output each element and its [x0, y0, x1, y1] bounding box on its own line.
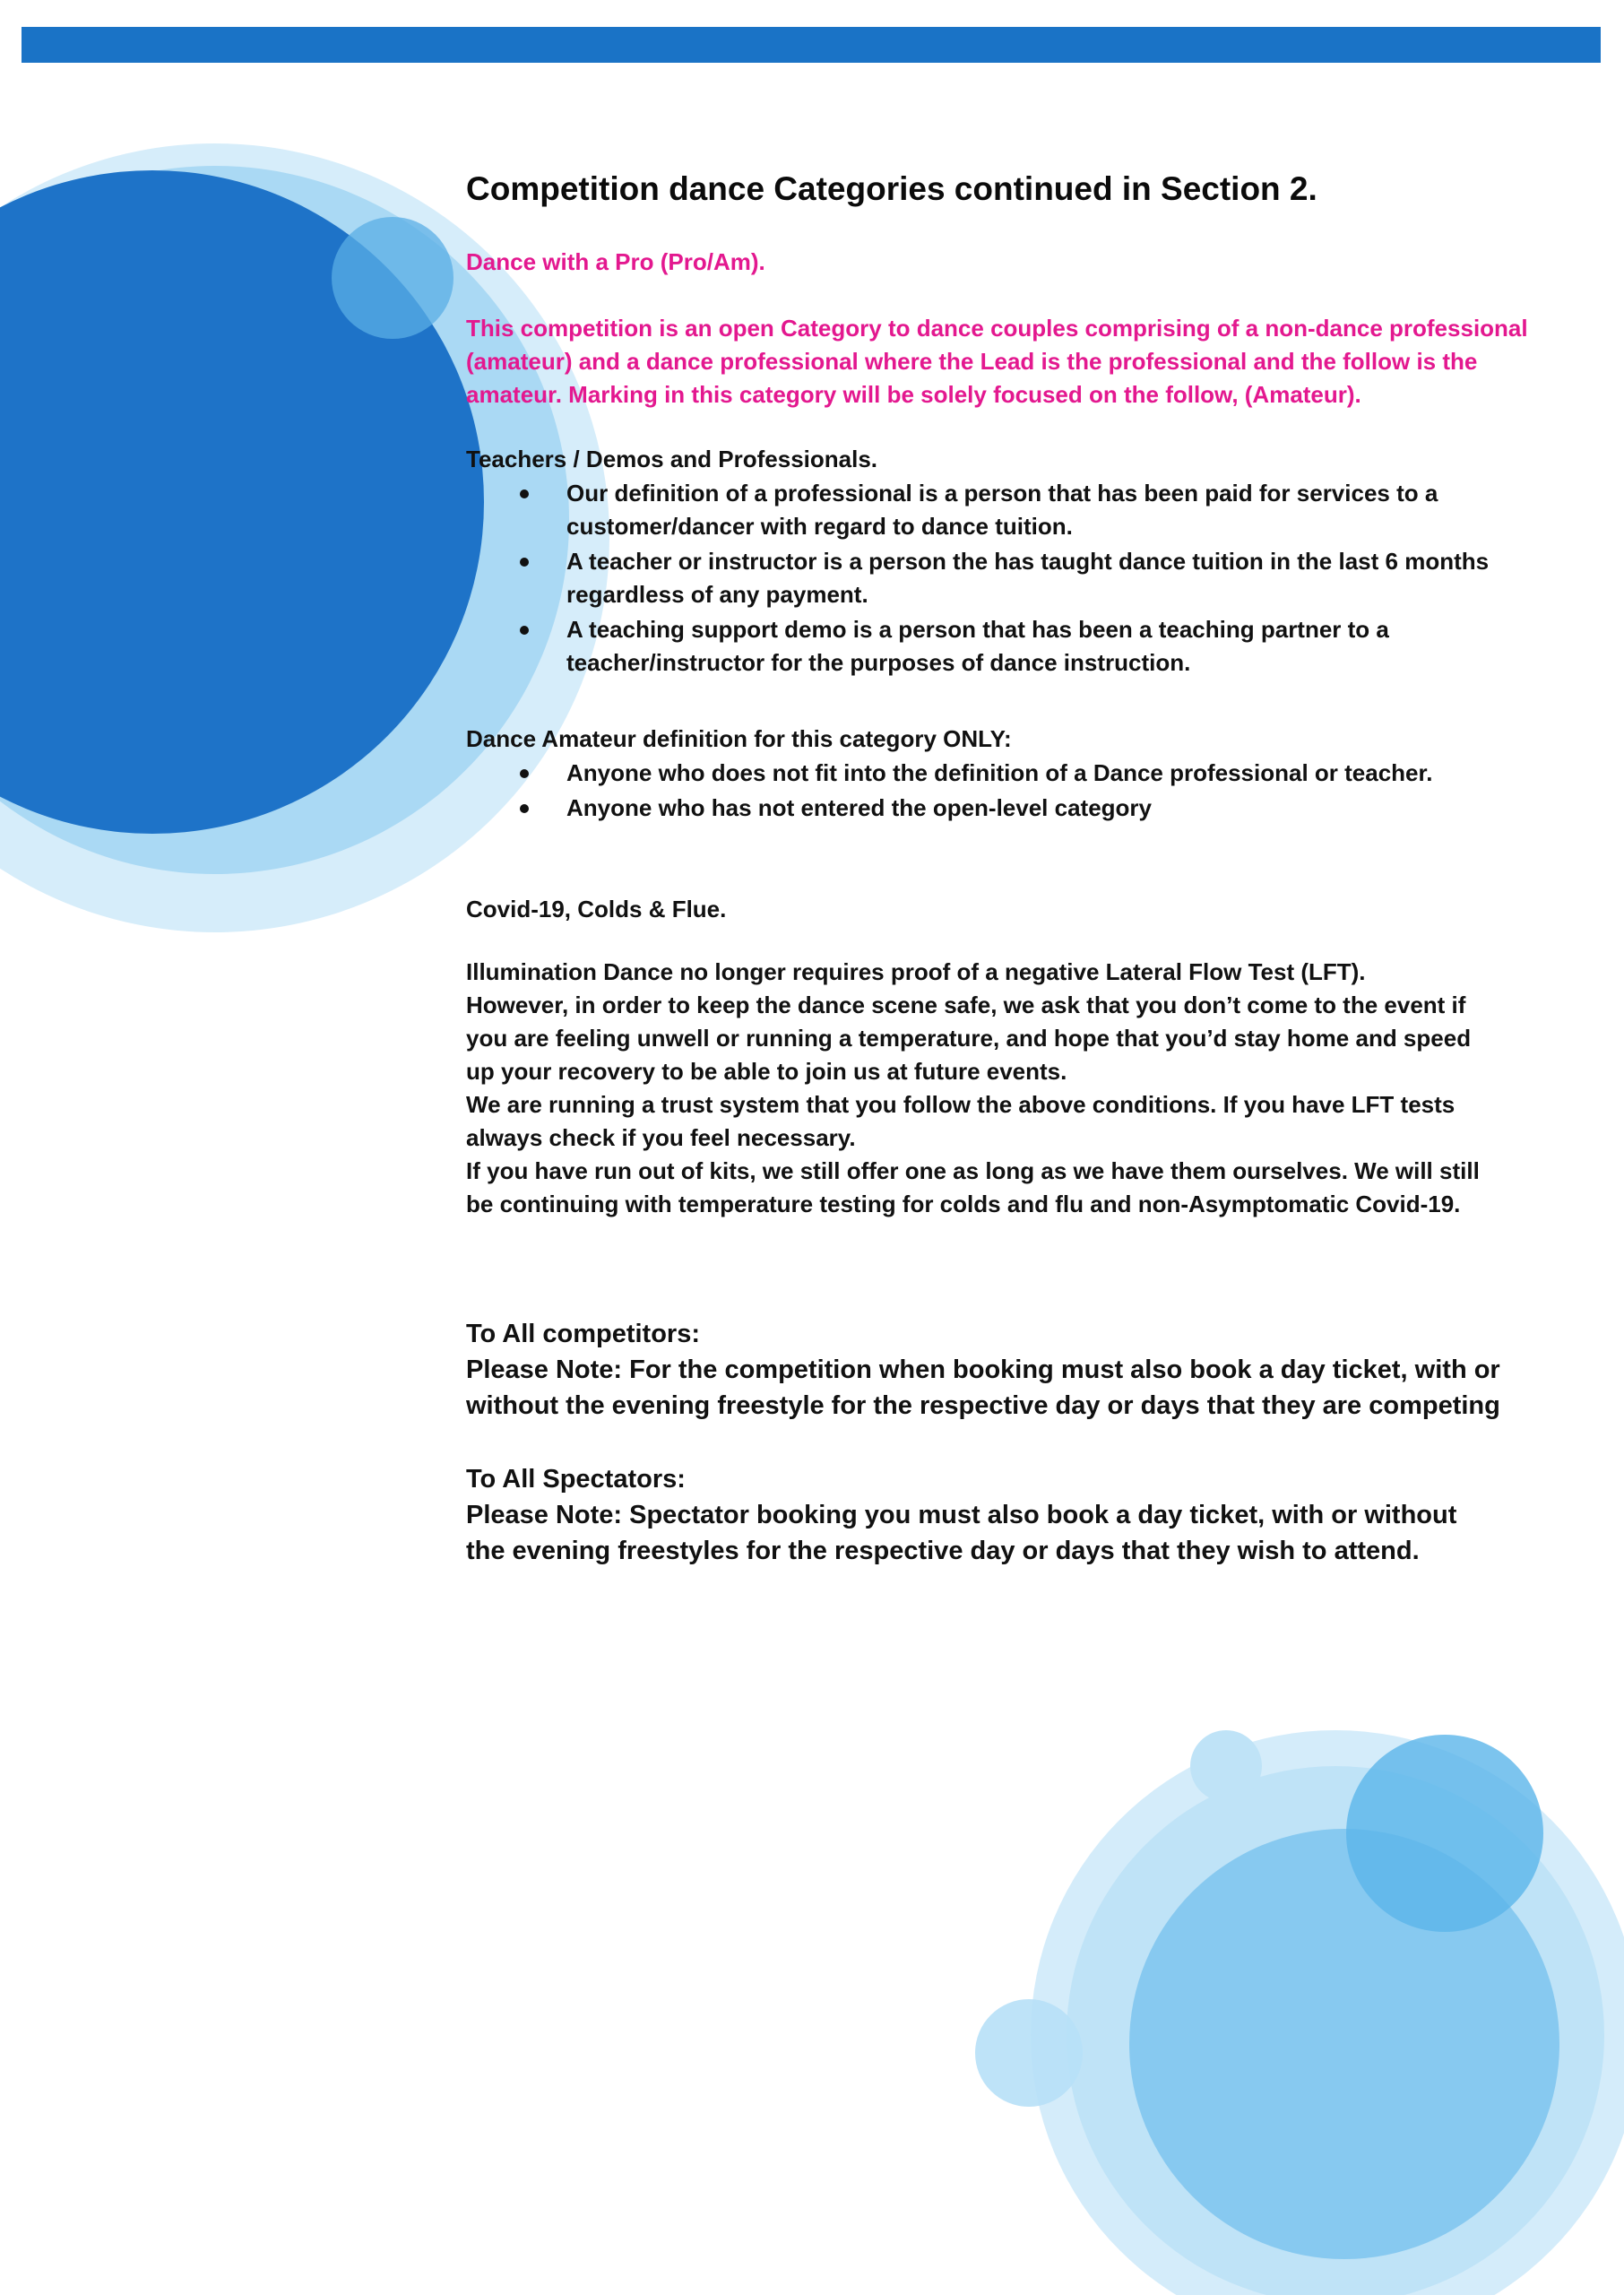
- spectators-heading: To All Spectators:: [466, 1465, 686, 1494]
- bullet-icon: [520, 626, 529, 635]
- covid-line: However, in order to keep the dance scene safe, we ask that you don’t come to the event if: [466, 992, 1466, 1018]
- covid-line: always check if you feel necessary.: [466, 1124, 856, 1151]
- page-title: Competition dance Categories continued in Section 2.: [466, 170, 1317, 207]
- bullet-icon: [520, 489, 529, 498]
- spectators-notice: [466, 1461, 1568, 1569]
- amateur-list: [466, 757, 1542, 827]
- spectators-line: Please Note: Spectator booking you must also book a day ticket, with or without: [466, 1501, 1457, 1529]
- spectators-line: the evening freestyles for the respective day or days that they wish to attend.: [466, 1537, 1420, 1565]
- decor-circle-top-bottomright: [1346, 1735, 1543, 1932]
- list-item: Our definition of a professional is a person that has been paid for services to a customer/dancer with regard to dance tuition.: [466, 477, 1542, 543]
- teachers-heading: Teachers / Demos and Professionals.: [466, 446, 878, 472]
- decor-circle-tiny-bottomright: [1190, 1730, 1262, 1802]
- list-item: A teacher or instructor is a person the has taught dance tuition in the last 6 months regardless of any payment.: [466, 545, 1542, 611]
- proam-heading: Dance with a Pro (Pro/Am).: [466, 248, 765, 275]
- proam-line: (amateur) and a dance professional where the Lead is the professional and the follow is the: [466, 348, 1478, 375]
- bullet-icon: [520, 558, 529, 567]
- covid-line: be continuing with temperature testing for colds and flu and non-Asymptomatic Covid-19.: [466, 1191, 1461, 1217]
- covid-line: We are running a trust system that you follow the above conditions. If you have LFT tests: [466, 1091, 1456, 1118]
- bullet-icon: [520, 769, 529, 778]
- competitors-notice: [466, 1316, 1568, 1424]
- list-item: A teaching support demo is a person that has been a teaching partner to a teacher/instructor for the purposes of dance instruction.: [466, 613, 1542, 680]
- competitors-line: without the evening freestyle for the respective day or days that they are competing: [466, 1391, 1500, 1420]
- covid-line: Illumination Dance no longer requires proof of a negative Lateral Flow Test (LFT).: [466, 958, 1366, 985]
- covid-line: you are feeling unwell or running a temperature, and hope that you’d stay home and speed: [466, 1025, 1472, 1052]
- list-item: Anyone who has not entered the open-level category: [466, 792, 1542, 825]
- competitors-heading: To All competitors:: [466, 1320, 700, 1348]
- proam-description: [466, 312, 1568, 411]
- decor-circle-small-topleft: [332, 217, 454, 339]
- proam-line: amateur. Marking in this category will be solely focused on the follow, (Amateur).: [466, 381, 1361, 408]
- proam-line: This competition is an open Category to dance couples comprising of a non-dance professional: [466, 315, 1528, 342]
- covid-line: If you have run out of kits, we still offer one as long as we have them ourselves. We will still: [466, 1157, 1480, 1184]
- list-item: Anyone who does not fit into the definition of a Dance professional or teacher.: [466, 757, 1542, 790]
- bullet-icon: [520, 804, 529, 813]
- covid-heading: Covid-19, Colds & Flue.: [466, 896, 727, 922]
- amateur-heading: Dance Amateur definition for this category ONLY:: [466, 725, 1012, 752]
- covid-text: [466, 956, 1568, 1221]
- covid-line: up your recovery to be able to join us at future events.: [466, 1058, 1067, 1085]
- competitors-line: Please Note: For the competition when booking must also book a day ticket, with or: [466, 1355, 1500, 1384]
- decor-circle-left-bottomright: [975, 1999, 1083, 2107]
- teachers-list: [466, 477, 1542, 681]
